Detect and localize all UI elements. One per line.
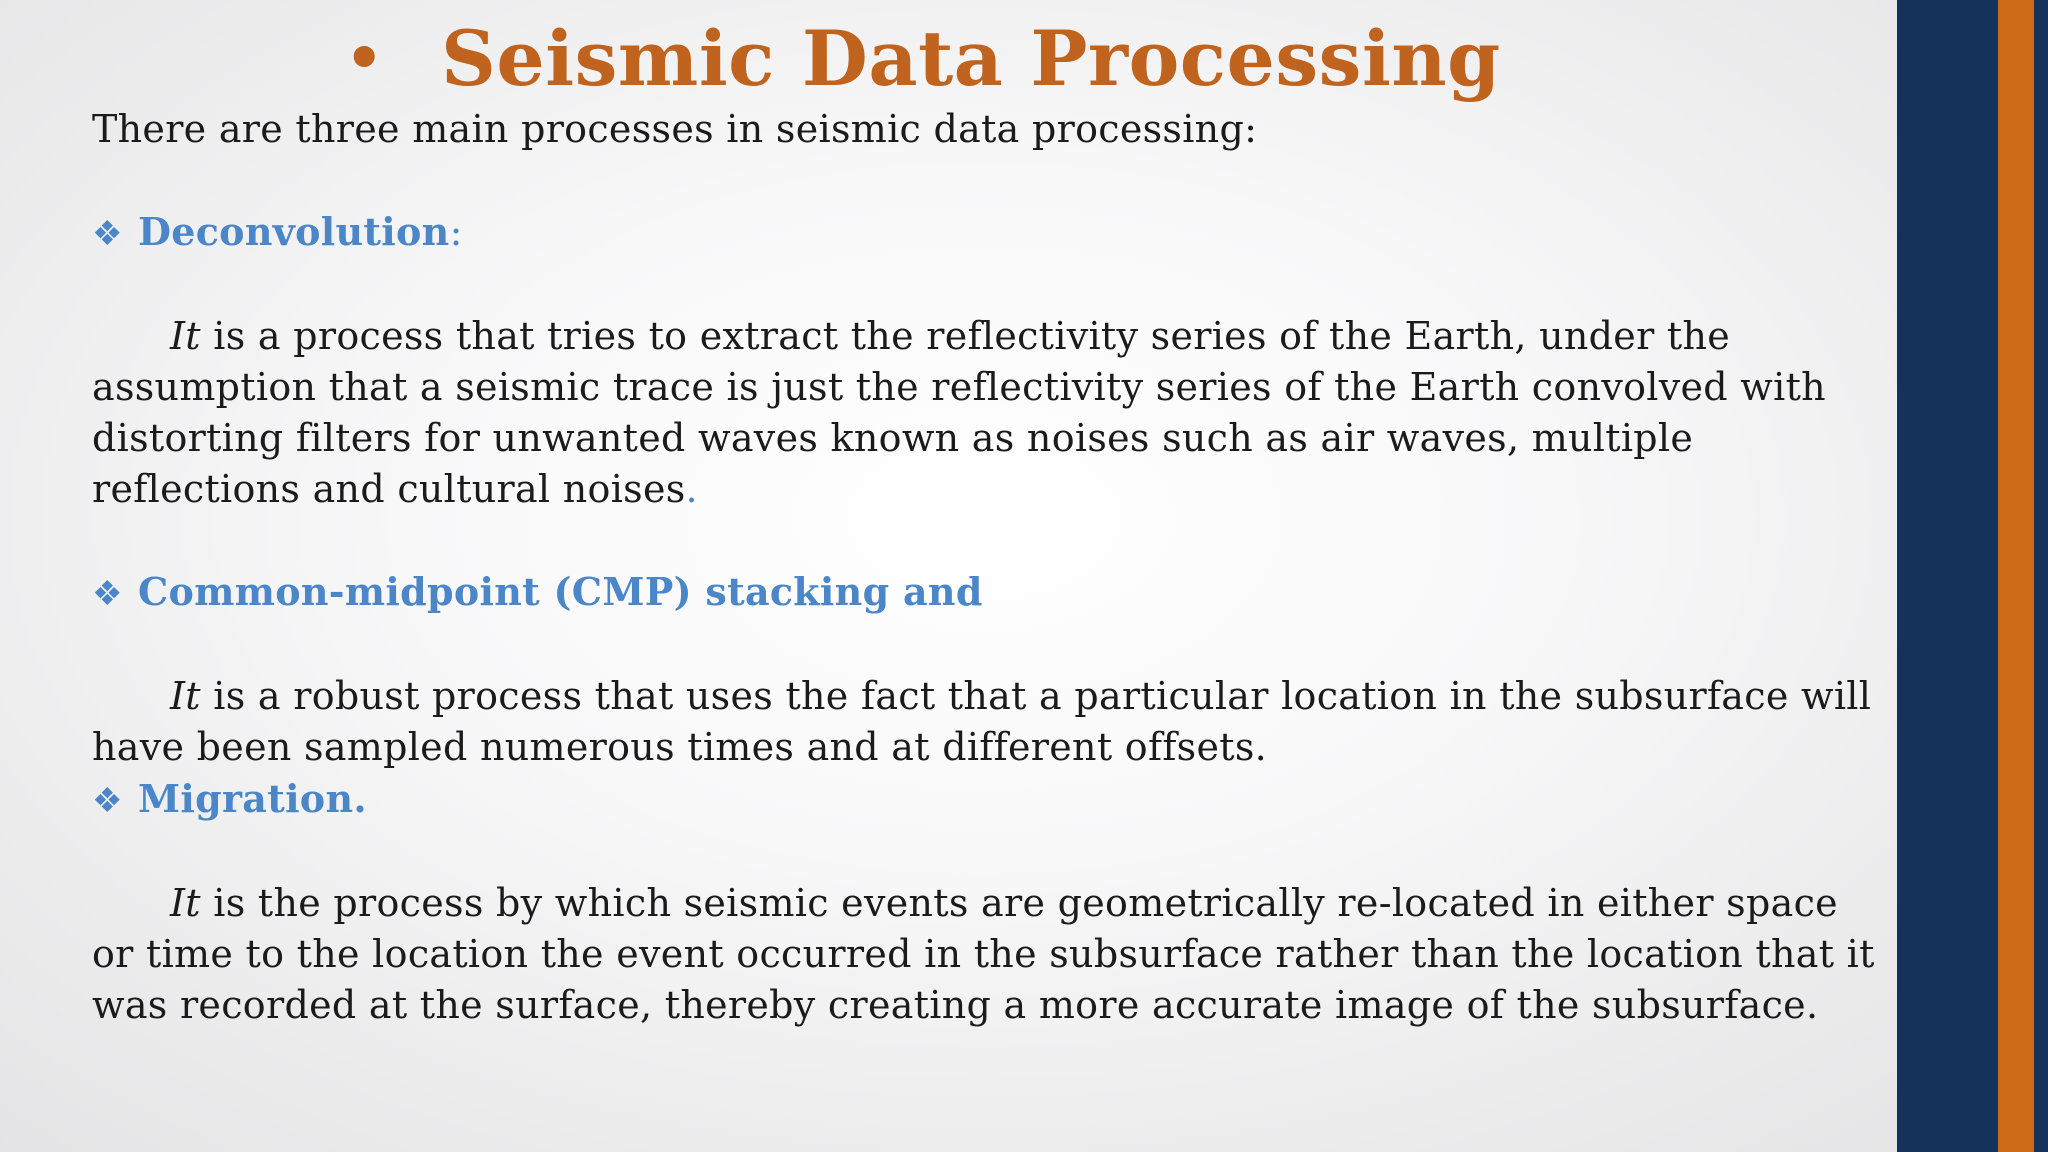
spacer	[92, 515, 1882, 566]
heading-cmp-stacking-label: Common-midpoint (CMP) stacking and	[138, 569, 983, 614]
orange-side-bar	[1998, 0, 2034, 1152]
heading-colon: :	[449, 210, 463, 254]
intro-text: There are three main processes in seismic data processing:	[92, 107, 1258, 151]
spacer	[92, 260, 1882, 311]
heading-migration-label: Migration.	[138, 776, 367, 821]
paragraph-lead: It	[170, 881, 201, 925]
paragraph-lead: It	[170, 314, 201, 358]
slide-body	[92, 104, 1882, 1031]
slide-title	[345, 14, 1501, 104]
paragraph-body: is a process that tries to extract the reflectivity series of the Earth, under the assumption that a seismic trace is just the reflectivity series of the Earth convolved with distorting filters for unwanted waves known as noises such as air waves, multiple reflections and cultural noises	[92, 314, 1826, 511]
paragraph-end: .	[685, 467, 698, 511]
paragraph-cmp-stacking	[92, 671, 1882, 773]
paragraph-body: is a robust process that uses the fact that a particular location in the subsurface will have been sampled numerous times and at different offsets.	[92, 674, 1872, 769]
heading-deconvolution	[92, 206, 1882, 260]
spacer	[92, 155, 1882, 206]
spacer	[92, 620, 1882, 671]
heading-cmp-stacking	[92, 566, 1882, 620]
heading-deconvolution-label: Deconvolution	[138, 209, 450, 254]
paragraph-deconvolution	[92, 311, 1882, 515]
title-bullet: •	[345, 24, 384, 94]
diamond-bullet-icon: ❖	[92, 574, 123, 614]
paragraph-body: is the process by which seismic events are geometrically re-located in either space or time to the location the event occurred in the subsurface rather than the location that it was recorded at the surface, thereby creating a more accurate image of the subsurface.	[92, 881, 1875, 1027]
paragraph-migration	[92, 878, 1882, 1031]
navy-side-bar	[1897, 0, 1998, 1152]
diamond-bullet-icon: ❖	[92, 214, 123, 254]
paragraph-lead: It	[170, 674, 201, 718]
heading-migration	[92, 773, 1882, 827]
spacer	[92, 827, 1882, 878]
diamond-bullet-icon: ❖	[92, 781, 123, 821]
title-text: Seismic Data Processing	[441, 14, 1501, 103]
navy-edge-bar	[2034, 0, 2048, 1152]
